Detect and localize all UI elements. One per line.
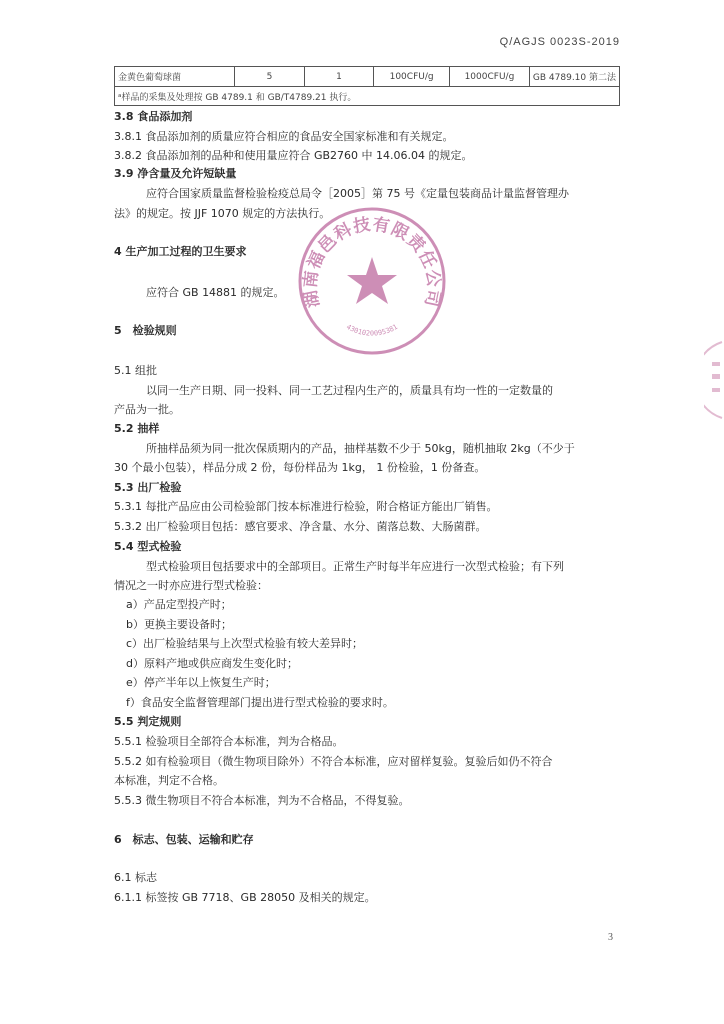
- clause-text: 5.3.1 每批产品应由公司检验部门按本标准进行检验，附合格证方能出厂销售。: [114, 500, 498, 513]
- clause-text: 5.3.2 出厂检验项目包括：感官要求、净含量、水分、菌落总数、大肠菌群。: [114, 520, 487, 533]
- chapter-heading: 5 检验规则: [114, 324, 177, 337]
- section-heading: 6.1 标志: [114, 871, 157, 884]
- table-cell: 5: [235, 67, 304, 87]
- list-item: a）产品定型投产时；: [126, 598, 232, 611]
- section-heading: 5.1 组批: [114, 364, 157, 377]
- list-item: f）食品安全监督管理部门提出进行型式检验的要求时。: [126, 696, 394, 709]
- clause-text: 5.5.3 微生物项目不符合本标准，判为不合格品，不得复验。: [114, 794, 410, 807]
- chapter-heading: 4 生产加工过程的卫生要求: [114, 245, 247, 258]
- table-cell: 1000CFU/g: [449, 67, 529, 87]
- table-cell: 金黄色葡萄球菌: [115, 67, 235, 87]
- table-cell: GB 4789.10 第二法: [529, 67, 619, 87]
- paragraph-text: 以同一生产日期、同一投料、同一工艺过程内生产的，质量具有均一性的一定数量的: [146, 384, 553, 397]
- paragraph-text: 应符合 GB 14881 的规定。: [146, 286, 285, 299]
- company-seal: [296, 205, 448, 357]
- seal-star-icon: [347, 257, 397, 304]
- section-heading: 5.5 判定规则: [114, 715, 182, 728]
- section-heading: 5.2 抽样: [114, 422, 160, 435]
- paragraph-text: 30 个最小包装），样品分成 2 份，每份样品为 1kg， 1 份检验，1 份备查。: [114, 461, 486, 474]
- clause-text: 5.5.1 检验项目全部符合本标准，判为合格品。: [114, 735, 344, 748]
- list-item: d）原料产地或供应商发生变化时；: [126, 657, 298, 670]
- clause-text: 5.5.2 如有检验项目（微生物项目除外）不符合本标准，应对留样复验。复验后如仍不符合: [114, 755, 553, 768]
- section-heading: 5.3 出厂检验: [114, 481, 182, 494]
- table-cell: 100CFU/g: [374, 67, 450, 87]
- clause-text: 3.8.2 食品添加剂的品种和使用量应符合 GB2760 中 14.06.04 的规定。: [114, 149, 473, 162]
- clause-text: 本标准，判定不合格。: [114, 774, 224, 787]
- list-item: c）出厂检验结果与上次型式检验有较大差异时；: [126, 637, 364, 650]
- paragraph-text: 所抽样品须为同一批次保质期内的产品，抽样基数不少于 50kg，随机抽取 2kg（不少于: [146, 442, 575, 455]
- list-item: b）更换主要设备时；: [126, 618, 232, 631]
- limits-table: [114, 66, 620, 106]
- clause-text: 3.8.1 食品添加剂的质量应符合相应的食品安全国家标准和有关规定。: [114, 130, 454, 143]
- seal-name: 湖南福邑科技有限责任公司: [300, 214, 444, 310]
- standard-number: Q/AGJS 0023S-2019: [499, 36, 620, 48]
- paragraph-text: 情况之一时亦应进行型式检验：: [114, 579, 268, 592]
- paragraph-text: 应符合国家质量监督检验检疫总局令［2005］第 75 号《定量包装商品计量监督管理办: [146, 187, 569, 200]
- section-heading: 3.9 净含量及允许短缺量: [114, 167, 237, 180]
- table-row: [115, 67, 620, 87]
- table-note: ᵃ样品的采集及处理按 GB 4789.1 和 GB/T4789.21 执行。: [115, 87, 620, 106]
- seal-code: 4301020095381: [344, 322, 400, 338]
- paragraph-text: 产品为一批。: [114, 403, 180, 416]
- chapter-heading: 6 标志、包装、运输和贮存: [114, 833, 254, 846]
- table-cell: 1: [304, 67, 373, 87]
- list-item: e）停产半年以上恢复生产时；: [126, 676, 276, 689]
- section-heading: 5.4 型式检验: [114, 540, 182, 553]
- paragraph-text: 法》的规定。按 JJF 1070 规定的方法执行。: [114, 207, 331, 220]
- edge-stamp-mark: [704, 340, 724, 420]
- table-note-row: [115, 87, 620, 106]
- section-heading: 3.8 食品添加剂: [114, 110, 193, 123]
- paragraph-text: 型式检验项目包括要求中的全部项目。正常生产时每半年应进行一次型式检验；有下列: [146, 560, 564, 573]
- clause-text: 6.1.1 标签按 GB 7718、GB 28050 及相关的规定。: [114, 891, 376, 904]
- page-number: 3: [608, 932, 613, 943]
